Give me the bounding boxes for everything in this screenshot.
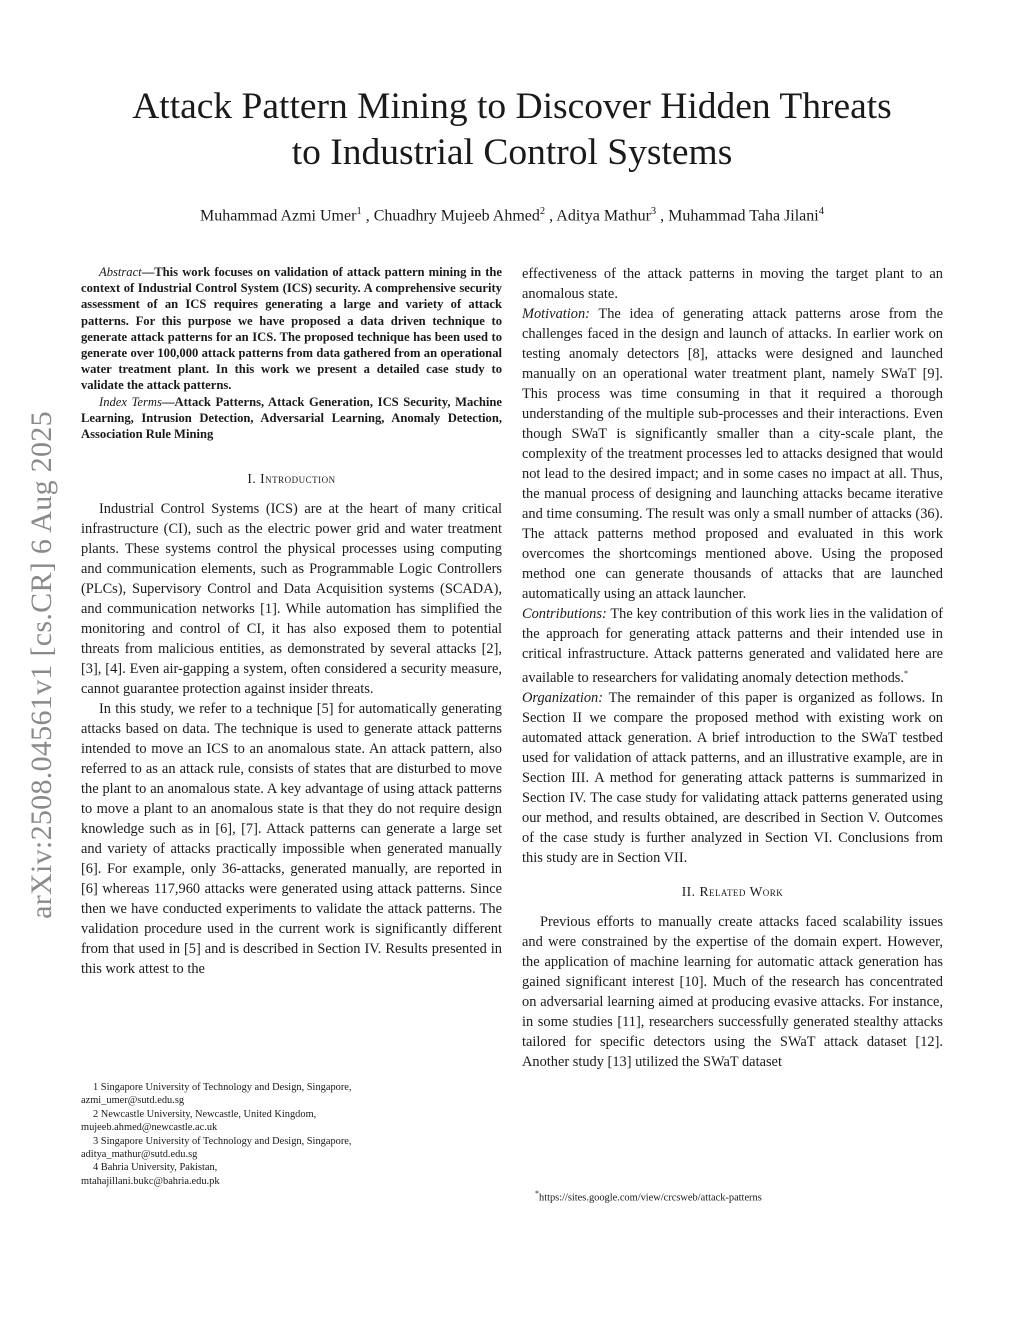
paper-title [80,84,944,176]
footnote-affiliation: 1 Singapore University of Technology and Design, Singapore, [93,1082,352,1093]
arxiv-identifier: arXiv:2508.04561v1 [cs.CR] 6 Aug 2025 [25,411,58,919]
author-affiliation-mark: 4 [818,206,824,217]
motivation-paragraph: Motivation: The idea of generating attack patterns arose from the challenges faced in the design and launch of attacks. In earlier work on testing anomaly detectors [8], attacks were designed and launched manually on an operational water treatment plant, namely SWaT [9]. This process was time consuming in that it required a thorough understanding of the multiple sub-processes and their interactions. Even though SWaT is significantly smaller than a city-scale plant, the complexity of the treatment processes led to attacks designed that would not lead to the desired impact; and in some cases no impact at all. Thus, the manual process of designing and launching attacks became iterative and time consuming. The result was only a small number of attacks (36). The attack patterns method proposed and evaluated in this work overcomes the shortcomings mentioned above. Using the proposed method one can generate thousands of attacks that are launched automatically using an attack launcher. [522,306,943,602]
title-line-1: Attack Pattern Mining to Discover Hidden Threats [132,86,892,127]
contributions-label: Contributions: [522,606,607,622]
section-heading-introduction: I. Introduction [247,471,336,487]
abstract [81,264,502,394]
footnote-email: azmi_umer@sutd.edu.sg [81,1095,185,1107]
introduction-paragraph: Industrial Control Systems (ICS) are at the heart of many critical infrastructure (CI), such as the electric power grid and water treatment plants. These systems control the physical processes using computing and communication elements, such as Programmable Logic Controllers (PLCs), Supervisory Control and Data Acquisition systems (SCADA), and communication networks [1]. While automation has simplified the monitoring and control of CI, it has also exposed them to potential threats from malicious entities, as demonstrated by several attacks [2], [3], [4]. Even air-gapping a system, often considered a security measure, cannot guarantee protection against insider threats. [81,501,502,698]
affiliation-footnotes [81,1081,502,1188]
right-column [522,264,943,1072]
abstract-label: Abstract [99,265,142,279]
organization-label: Organization: [522,689,604,706]
index-terms-text: —Attack Patterns, Attack Generation, ICS Security, Machine Learning, Intrusion Detection, Adversarial Learning, Anomaly Detection, Association Rule Mining [81,394,502,442]
body-paragraph: effectiveness of the attack patterns in moving the target plant to an anomalous state. [522,266,943,302]
footnote-email: aditya_mathur@sutd.edu.sg [81,1149,198,1161]
author-name: Chuadhry Mujeeb Ahmed [373,207,540,225]
organization-paragraph: Organization: The remainder of this paper is organized as follows. In Section II we compare the proposed method with existing work on automated attack generation. A brief introduction to the SWaT testbed used for validation of attack patterns, and an illustrative example, are in Section III. A method for generating attack patterns is summarized in Section IV. The case study for validating attack patterns generated using our method, and results obtained, are described in Section V. Outcomes of the case study is further analyzed in Section VI. Conclusions from this study are in Section VII. [522,689,943,866]
title-line-2: to Industrial Control Systems [291,132,733,173]
footnote-email: mujeeb.ahmed@newcastle.ac.uk [81,1122,218,1134]
contributions-paragraph: Contributions: The key contribution of this work lies in the validation of the approach for generating attack patterns and their intended use in critical infrastructure. Attack patterns generated and validated here are available to researchers for validating anomaly detection methods.* [522,606,943,686]
section-heading-related-work: II. Related Work [681,883,784,899]
footnote-email: mtahajillani.bukc@bahria.edu.pk [81,1175,220,1187]
motivation-label: Motivation: [522,306,590,322]
url-footnote [535,1187,762,1204]
footnote-marker: * [535,1189,539,1198]
abstract-text: —This work focuses on validation of attack pattern mining in the context of Industrial Control System (ICS) security. A comprehensive security assessment of an ICS requires generating a large and variety of attack patterns. For this purpose we have proposed a data driven technique to generate attack patterns for an ICS. The proposed technique has been used to generate over 100,000 attack patterns from data gathered from an operational water treatment plant. In this work we present a detailed case study to validate the attack patterns. [81,265,502,393]
left-column [81,264,502,979]
footnote-affiliation: 2 Newcastle University, Newcastle, United Kingdom, [93,1108,317,1120]
index-terms [81,394,502,443]
index-terms-label: Index Terms [99,394,162,409]
footnote-marker: * [904,669,909,678]
footnote-affiliation: 3 Singapore University of Technology and Design, Singapore, [93,1135,352,1147]
author-name: Muhammad Azmi Umer [200,207,357,225]
author-affiliation-mark: 1 [356,206,362,217]
author-affiliation-mark: 3 [650,206,657,217]
author-name: Muhammad Taha Jilani [668,207,819,225]
related-work-paragraph: Previous efforts to manually create attacks faced scalability issues and were constrained by the expertise of the domain expert. However, the application of machine learning for automatic attack generation has gained significant interest [10]. Much of the research has concentrated on adversarial learning aimed at producing evasive attacks. For instance, in some studies [11], researchers successfully generated stealthy attacks tailored for specific detectors using the SWaT attack dataset [12]. Another study [13] utilized the SWaT dataset [522,913,943,1070]
author-affiliation-mark: 2 [539,206,546,217]
author-name: Aditya Mathur [556,207,651,225]
footnote-url[interactable]: https://sites.google.com/view/crcsweb/attack-patterns [539,1192,762,1204]
author-list: Muhammad Azmi Umer$^1$ , Chuadhry Mujeeb Ahmed$^2$ , Aditya Mathur$^3$ , Muhammad Taha Jilani$^4$ [200,206,824,225]
introduction-paragraph: In this study, we refer to a technique [5] for automatically generating attacks based on data. The technique is used to generate attack patterns intended to move an ICS to an anomalous state. An attack pattern, also referred to as an attack rule, consists of states that are disturbed to move the plant to an anomalous state. A key advantage of using attack patterns to move a plant to an anomalous state is that they do not require design knowledge such as in [6], [7]. Attack patterns can generate a large set and variety of attacks practically impossible when generated manually [6]. For example, only 36-attacks, generated manually, are reported in [6] whereas 117,960 attacks were generated using attack patterns. Since then we have conducted experiments to validate the attack patterns. The validation procedure used in the current work is significantly different from that used in [5] and is described in Section IV. Results presented in this work attest to the [81,701,502,978]
footnote-affiliation: 4 Bahria University, Pakistan, [93,1162,218,1174]
